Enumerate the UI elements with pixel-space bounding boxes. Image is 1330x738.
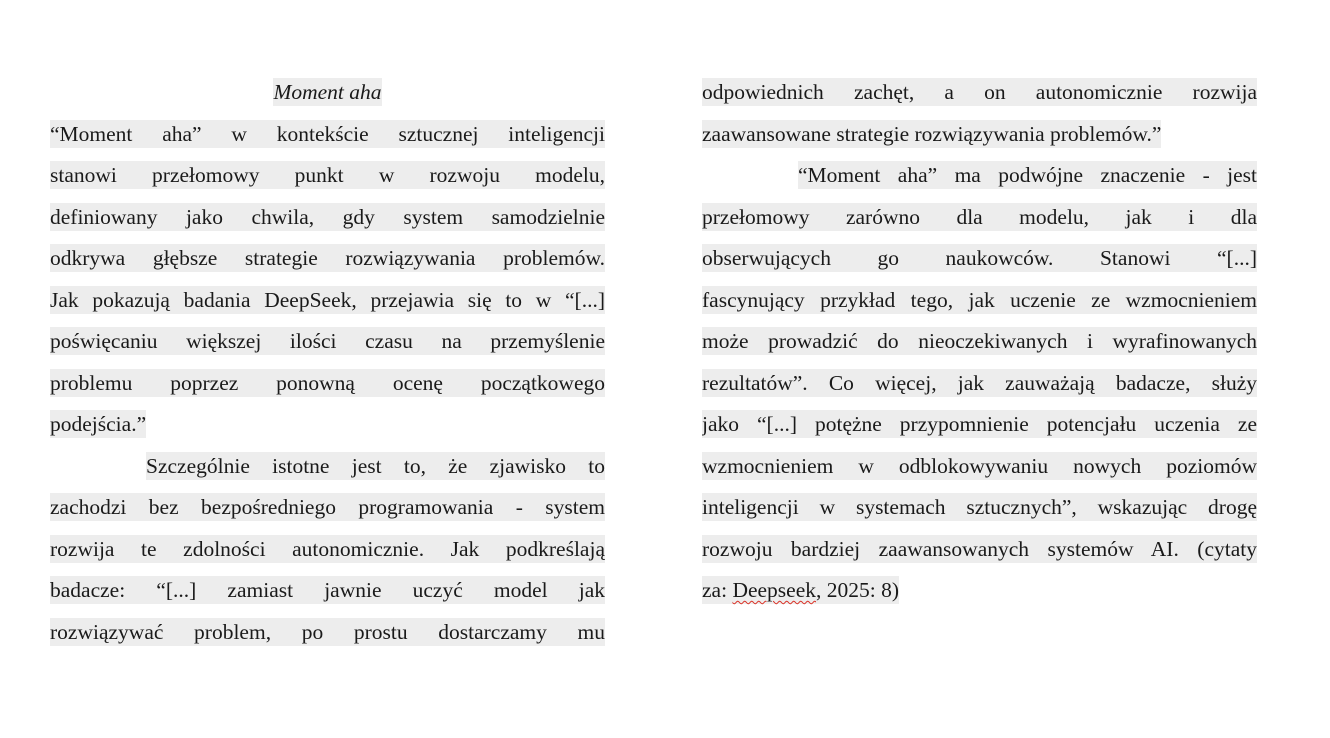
text-line: zaawansowane strategie rozwiązywania problemów.” <box>702 121 1162 146</box>
paragraph-indent-line: Szczególnie istotne jest to, że zjawisko to <box>146 453 605 478</box>
text-line: rozwoju bardziej zaawansowanych systemów AI. (cytaty <box>702 536 1257 561</box>
text-line: inteligencji w systemach sztucznych”, wskazując drogę <box>702 495 1257 519</box>
text-line: jako “[...] potężne przypomnienie potencjału uczenia ze <box>702 412 1257 436</box>
text-line: “Moment aha” w kontekście sztucznej inteligencji <box>50 121 605 146</box>
text-line: rozwija te zdolności autonomicznie. Jak podkreślają <box>50 536 605 561</box>
text-line: stanowi przełomowy punkt w rozwoju modelu, <box>50 163 605 187</box>
text-line: definiowany jako chwila, gdy system samodzielnie <box>50 204 605 229</box>
text-line: wzmocnieniem w odblokowywaniu nowych poziomów <box>702 453 1257 478</box>
text-line: odpowiednich zachęt, a on autonomicznie rozwija <box>702 80 1257 104</box>
text-line: odkrywa głębsze strategie rozwiązywania problemów. <box>50 246 605 270</box>
text-line: rezultatów”. Co więcej, jak zauważają badacze, służy <box>702 370 1257 395</box>
misspelled-word[interactable]: Deepseek <box>732 578 817 602</box>
citation-text: za: Deepseek, 2025: 8) <box>702 578 900 602</box>
citation-line <box>702 570 1257 612</box>
text-line: fascynujący przykład tego, jak uczenie ze wzmocnieniem <box>702 287 1257 312</box>
text-line: zachodzi bez bezpośredniego programowania - system <box>50 495 605 519</box>
text-line: poświęcaniu większej ilości czasu na przemyślenie <box>50 329 605 353</box>
text-line: podejścia.” <box>50 412 147 436</box>
left-column <box>50 72 605 653</box>
text-line: obserwujących go naukowców. Stanowi “[...] <box>702 246 1257 270</box>
text-line: badacze: “[...] zamiast jawnie uczyć model jak <box>50 578 605 602</box>
right-column <box>702 72 1257 612</box>
text-line: Jak pokazują badania DeepSeek, przejawia się to w “[...] <box>50 287 605 312</box>
section-title: Moment aha <box>273 80 382 104</box>
text-line: problemu poprzez ponowną ocenę początkowego <box>50 370 605 395</box>
text-line: może prowadzić do nieoczekiwanych i wyrafinowanych <box>702 329 1257 353</box>
paragraph-indent-line: “Moment aha” ma podwójne znaczenie - jest <box>798 163 1257 187</box>
text-line: przełomowy zarówno dla modelu, jak i dla <box>702 204 1257 229</box>
text-line: rozwiązywać problem, po prostu dostarczamy mu <box>50 619 605 644</box>
